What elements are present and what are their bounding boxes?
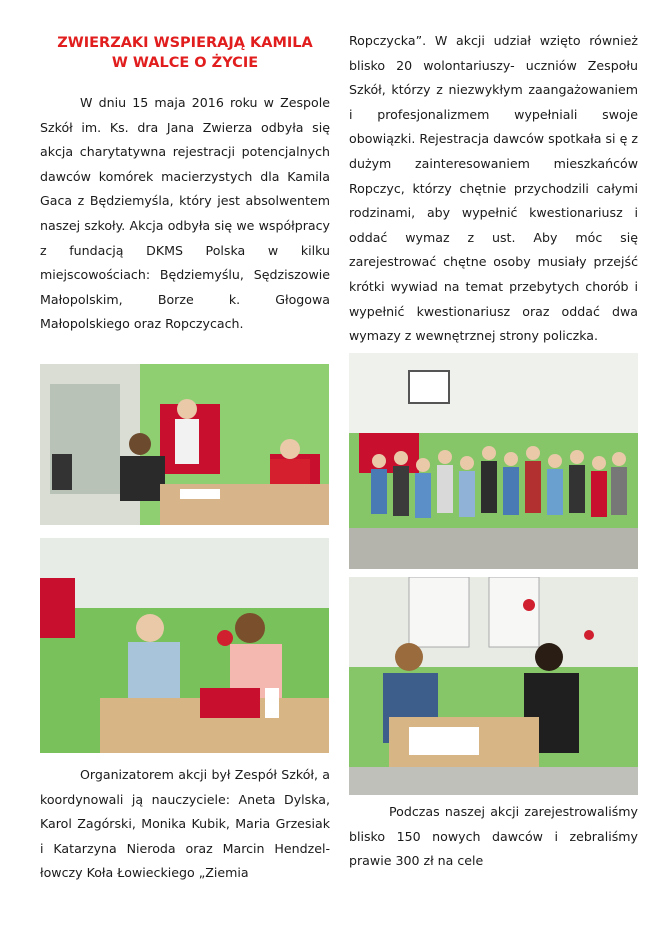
article-title xyxy=(40,33,330,73)
paragraph-intro: W dniu 15 maja 2016 roku w Zespole Szkół im. Ks. dra Jana Zwierza odbyła się akcja charytatywna rejestracji potencjalnych dawców komórek macierzystych dla Kamila Gaca z Będziemyśla, który jest absolwentem naszej szkoły. Akcja odbyła się we współpracy z fundacją DKMS Polska w kilku miejscowościach: Będziemyślu, Sędziszowie Małopolskim, Borze k. Głogowa Małopolskiego oraz Ropczycach. xyxy=(40,95,330,332)
paragraph-organizers: Organizatorem akcji był Zespół Szkół, a koordynowali ją nauczyciele: Aneta Dylska, Karol Zagórski, Monika Kubik, Maria Grzesiak i Katarzyna Nieroda oraz Marcin Hendzel- łowczy Koła Łowieckiego „Ziemia xyxy=(40,767,330,881)
photo-registration-desk xyxy=(40,364,329,525)
paragraph-results: Podczas naszej akcji zarejestrowaliśmy blisko 150 nowych dawców i zebraliśmy prawie 300 zł na cele xyxy=(349,804,638,869)
article-title-line2: W WALCE O ŻYCIE xyxy=(111,55,259,71)
photo-volunteers-table xyxy=(40,538,329,753)
article-title-line1: ZWIERZAKI WSPIERAJĄ KAMILA xyxy=(57,35,313,51)
paragraph-volunteers: Ropczycka”. W akcji udział wzięto również blisko 20 wolontariuszy- uczniów Zespołu Szkół, którzy z niezwykłym zaangażowaniem i profesjonalizmem wypełniali swoje obowiązki. Rejestracja dawców spotkała si ę z dużym zainteresowaniem mieszkańców Ropczyc, którzy chętnie przychodzili całymi rodzinami, aby wypełnić kwestionariusz i oddać wymaz z ust. Aby móc się zarejestrować chętne osoby musiały przejść krótki wywiad na temat przebytych chorób i wypełnić kwestionariusz oraz oddać dwa wymazy z wewnętrznej strony policzka. xyxy=(349,33,638,344)
photo-donor-interview xyxy=(349,577,638,795)
photo-group xyxy=(349,353,638,569)
